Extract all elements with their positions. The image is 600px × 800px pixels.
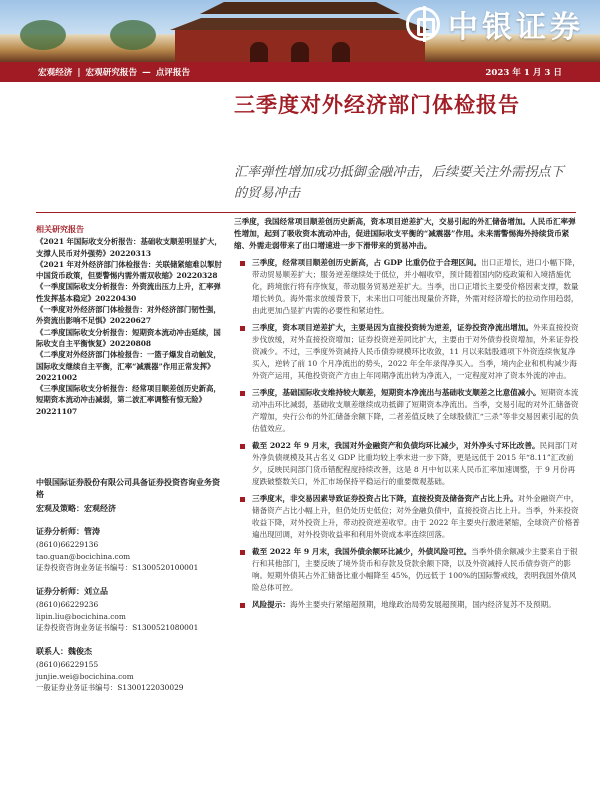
analyst-card (36, 526, 224, 573)
industry-label: 宏观及策略：宏观经济 (36, 503, 116, 513)
key-point-text: 出口正增长，进口小幅下降，带动贸易顺差扩大；服务逆差继续处于低位，并小幅收窄，预计随着国内防疫政策和入境措施优化，跨境旅行将有序恢复，带动服务贸易逆差扩大。当季，出口正增长主要受价格因素支撑，数量增长转负。海外需求放缓背景下，未来出口可能出现量价齐降，外需对经济增长的拉动作用趋弱，由此更加凸显扩内需的必要性和紧迫性。 (252, 258, 580, 315)
analyst-phone: (8610)66229155 (36, 660, 99, 670)
logo-text: 中银证券 (448, 10, 584, 45)
tree-decoration (20, 20, 66, 50)
report-category-bar (0, 62, 600, 82)
breadcrumb-dash: — (142, 68, 151, 78)
related-research-heading: 相关研究报告 (36, 224, 84, 234)
key-point-text: 外来直接投资步伐放缓，对外直接投资增加；证券投资逆差同比扩大，主要由于对外债券投资增加，外来证券投资减少。不过，三季度外资减持人民币债券规模环比收敛，11 月以来陆股通项下外资连续恢复净买入，逆转了前 10 个月净流出的势头，2022 年全年录得净买入。当季，境内企业和机构减少海外资产运用，其他投资资产方由上年同期净流出转为净流入，一定程度对冲了资本外流的冲击。 (252, 323, 579, 380)
key-point (234, 387, 582, 435)
key-point-text: 民间部门对外净负债规模及其占名义 GDP 比重均较上季末进一步下降，更是远低于 2015 年“8.11”汇改前夕，反映民间部门货币错配程度持续改善，这是 8 月中旬以来人民币汇率加速调整，于 9 月份再度跌破整数关口，外汇市场保持平稳运行的重要微观基础。 (252, 441, 578, 486)
palace-gate (291, 42, 309, 62)
lead-sentence: 未来需警惕海外持续货币紧缩、外需走弱带来了出口增速进一步下滑带来的贸易冲击。 (234, 229, 570, 250)
key-point (234, 257, 582, 317)
tree-decoration (110, 20, 156, 50)
key-point-heading: 三季度，经常项目顺差创历史新高，占 GDP 比重仍位于合理区间。 (252, 258, 482, 267)
key-point-text: 当季外债余额减少主要来自于银行和其他部门，主要反映了境外货币和存款及贷款余额下降，以及外资减持人民币债券资产的影响。短期外债其占外汇储备比重小幅降至 45%，仍远低于 100%的国际警戒线，表明我国外债风险总体可控。 (252, 547, 578, 592)
key-point (234, 546, 582, 594)
report-title: 三季度对外经济部门体检报告 (234, 92, 520, 117)
key-point-heading: 截至 2022 年 9 月末，我国外债余额环比减少，外债风险可控。 (252, 547, 472, 556)
related-report-link[interactable]: 《一季度国际收支分析报告：外资流出压力上升，汇率弹性发挥基本稳定》20220430 (36, 282, 221, 303)
analyst-email[interactable]: lipin.liu@bocichina.com (36, 611, 126, 621)
analyst-name: 联系人：魏俊杰 (36, 646, 92, 656)
key-point (234, 440, 582, 488)
risk-heading: 风险提示： (252, 600, 290, 609)
palace-gate (332, 42, 350, 62)
breadcrumb-separator: | (77, 68, 81, 78)
analyst-phone: (8610)66229136 (36, 540, 99, 550)
report-date: 2023 年 1 月 3 日 (485, 68, 562, 78)
key-point (234, 322, 582, 382)
summary-lead (234, 216, 582, 252)
lead-sentence: 三季度，我国经常项目顺差创历史新高，资本项目逆差扩大，交易引起的外汇储备增加。 (234, 217, 531, 226)
analyst-card (36, 586, 224, 633)
palace-roof (170, 18, 430, 30)
related-report-link[interactable]: 《二季度国际收支分析报告：短期资本流动冲击延续，国际收支自主平衡恢复》20220808 (36, 327, 221, 348)
bullet-square-icon (240, 550, 245, 555)
related-report-link[interactable]: 《一季度对外经济部门体检报告：对外经济部门韧性强，外资流出影响不足惧》20220627 (36, 305, 221, 326)
analyst-cert: 一般证券业务证书编号：S1300122030029 (36, 682, 184, 692)
breadcrumb-item: 宏观经济 (38, 68, 73, 78)
risk-text: 海外主要央行紧缩超预期，地缘政治局势发展超预期，国内经济复苏不及预期。 (289, 600, 556, 609)
report-summary (234, 216, 582, 611)
bullet-square-icon (240, 444, 245, 449)
bullet-square-icon (240, 603, 245, 608)
boc-logo-icon (406, 7, 440, 41)
bullet-square-icon (240, 391, 245, 396)
analyst-phone: (8610)66229236 (36, 600, 99, 610)
analyst-email[interactable]: tao.guan@bocichina.com (36, 551, 131, 561)
brand-logo (406, 2, 584, 46)
key-point (234, 493, 582, 541)
company-name: 中银国际证券股份有限公司具备证券投资咨询业务资格 (36, 477, 220, 499)
breadcrumb (38, 66, 485, 78)
analyst-name: 证券分析师：刘立品 (36, 586, 108, 596)
palace-gate (250, 42, 268, 62)
key-point-heading: 截至 2022 年 9 月末，我国对外金融资产和负债均环比减少，对外净头寸环比改善。 (252, 441, 540, 450)
related-report-link[interactable]: 《二季度对外经济部门体检报告：一篮子爆发自动触发，国际收支继续自主平衡，汇率“减震器”作用正常发挥》20221002 (36, 350, 221, 382)
lead-sentence: 人民币汇率弹性增加，起到了吸收资本流动冲击，促进国际收支平衡的“减震器”作用。 (234, 217, 576, 238)
analyst-cert: 证券投资咨询业务证书编号：S1300520100001 (36, 562, 199, 572)
related-report-link[interactable]: 《2021 年国际收支分析报告：基础收支顺差明显扩大，支撑人民币对外强势》20220313 (36, 237, 222, 258)
related-report-link[interactable]: 《2021 年对外经济部门体检报告：关联储紧缩难以掣肘中国货币政策，但要警惕内需外需双收缩》20220328 (36, 259, 222, 281)
key-point-heading: 三季度，资本项目逆差扩大，主要是因为直接投资转为逆差，证券投资净流出增加。 (252, 323, 533, 332)
report-subtitle: 汇率弹性增加成功抵御金融冲击，后续要关注外需拐点下的贸易冲击 (234, 165, 564, 201)
related-research (36, 224, 224, 417)
analyst-name: 证券分析师：管涛 (36, 526, 100, 536)
related-report-link[interactable]: 《三季度国际收支分析报告：经常项目顺差创历史新高，短期资本流动冲击减弱，第二波汇率调整有惊无险》20221107 (36, 384, 221, 416)
bullet-square-icon (240, 497, 245, 502)
bullet-square-icon (240, 326, 245, 331)
analyst-email[interactable]: junjie.wei@bocichina.com (36, 671, 134, 681)
breadcrumb-item: 点评报告 (155, 68, 191, 78)
analyst-cert: 证券投资咨询业务证书编号：S1300521080001 (36, 622, 199, 632)
key-point-text: 对外金融资产中，储备资产占比小幅上升，但仍处历史低位；对外金融负债中，直接投资占比上升。当季，外来投资收益下降，对外投资上升，带动投资逆差收窄。由于 2022 年主要央行激进紧缩，全球资产价格普遍出现回调，对外投资收益率和利用外资成本率连续回落。 (252, 494, 580, 539)
palace-roof-upper (200, 2, 400, 14)
analyst-card (36, 646, 224, 693)
bullet-square-icon (240, 261, 245, 266)
key-point-text: 短期资本流动冲击环比减弱，基础收支顺差继续成功抵御了短期资本净流出。当季，交易引起的对外汇储备资产增加，央行公布的外汇储备余额下降，二者差值反映了全球股债汇“三杀”等非交易因素引起的负估值效应。 (252, 388, 579, 433)
header-banner (0, 0, 600, 62)
title-divider (36, 212, 576, 213)
breadcrumb-item: 宏观研究报告 (85, 68, 138, 78)
key-point-heading: 三季度，基础国际收支维持较大顺差，短期资本净流出与基础收支顺差之比意值减小。 (252, 388, 541, 397)
risk-warning (234, 599, 582, 611)
key-point-heading: 三季度末，非交易因素导致证券投资占比下降，直接投资及储备资产占比上升。 (252, 494, 518, 503)
